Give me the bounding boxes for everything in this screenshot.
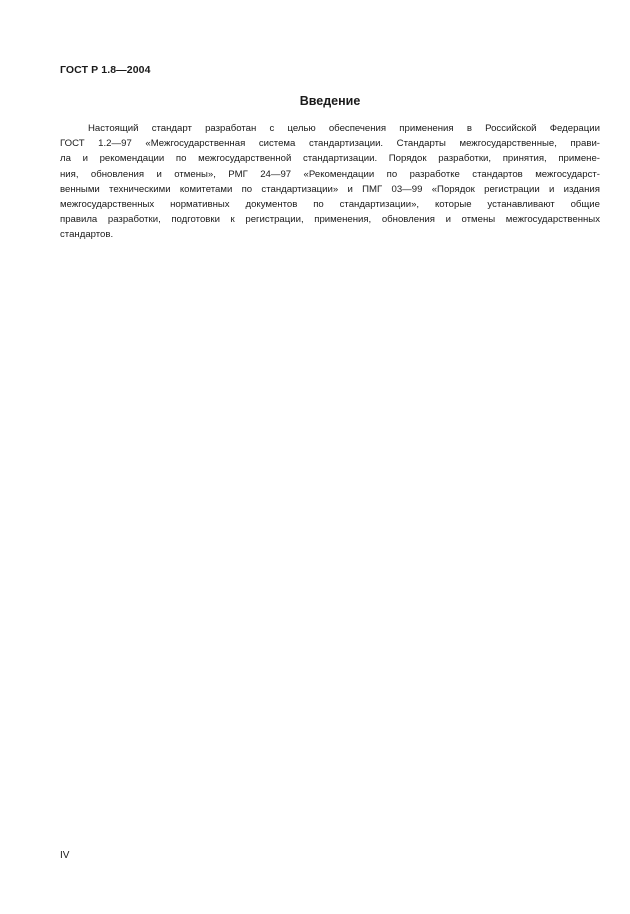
paragraph-line: ла и рекомендации по межгосударственной стандартизации. Порядок разработки, принятия, примене- xyxy=(60,153,600,165)
paragraph-line: ГОСТ 1.2—97 «Межгосударственная система стандартизации. Стандарты межгосударственные, прави- xyxy=(60,138,600,150)
paragraph-line: венными техническими комитетами по стандартизации» и ПМГ 03—99 «Порядок регистрации и издания xyxy=(60,183,600,195)
paragraph-line: ния, обновления и отмены», РМГ 24—97 «Рекомендации по разработке стандартов межгосударст- xyxy=(60,168,600,180)
paragraph-line: правила разработки, подготовки к регистрации, применения, обновления и отмены межгосударственных xyxy=(60,214,600,226)
body-paragraph xyxy=(60,121,600,243)
paragraph-line: стандартов. xyxy=(60,229,114,241)
section-title: Введение xyxy=(299,94,361,108)
page-number: IV xyxy=(60,850,70,861)
paragraph-line: межгосударственных нормативных документов по стандартизации», которые устанавливают общие xyxy=(60,199,600,211)
document-code: ГОСТ Р 1.8—2004 xyxy=(60,64,151,76)
paragraph-line: Настоящий стандарт разработан с целью обеспечения применения в Российской Федерации xyxy=(88,123,600,134)
